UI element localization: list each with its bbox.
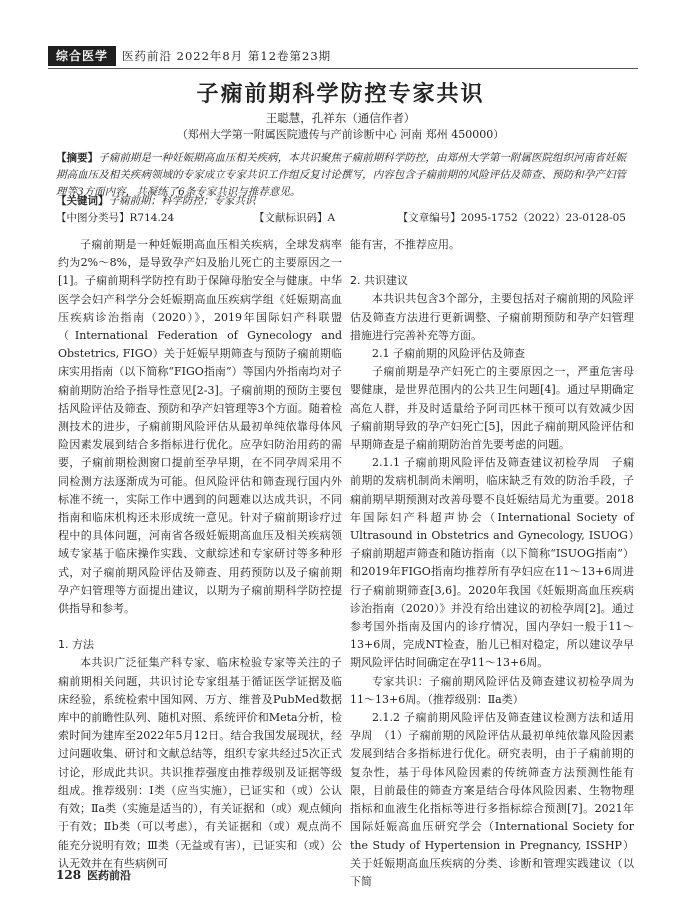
- consensus-paragraph: 本共识共包含3个部分，主要包括对子痫前期的风险评估及筛查方法进行更新调整、子痫前期预防和孕产妇管理措施进行完善补充等方面。: [350, 292, 634, 342]
- left-column: [58, 236, 342, 873]
- keywords-text: 子痫前期；科学防控；专家共识: [108, 195, 256, 207]
- authors: 王聪慧，孔祥东（通信作者）: [265, 111, 416, 125]
- footer-journal: 医药前沿: [87, 869, 132, 882]
- page-number: 128: [56, 868, 82, 882]
- article-number: 【文章编号】2095-1752（2022）23-0128-05: [397, 212, 626, 224]
- methods-paragraph: 本共识广泛征集产科专家、临床检验专家等关注的子痫前期相关问题，共识讨论专家组基于循证医学证据及临床经验，系统检索中国知网、万方、维普及PubMed数据库中的前瞻性队列、随机对照、系统评价和Meta分析，检索时间为建库至2022年5月12日。结合我国发展现状，经过问题收集、研讨和文献总结等，组织专家共经过5次正式讨论，形成此共识。共识推荐强度由推荐级别及证据等级组成。推荐级别：Ⅰ类（应当实施），已证实和（或）公认有效；Ⅱa类（实施是适当的），有关证据和（或）观点倾向于有效；Ⅱb类（可以考虑），有关证据和（或）观点尚不能充分说明有效；Ⅲ类（无益或有害），已证实和（或）公认无效并在有些病例可: [58, 656, 342, 870]
- subsection-paragraph-2: 2.1.1 子痫前期风险评估及筛查建议初检孕周 子痫前期的发病机制尚未阐明，临床缺乏有效的防治手段，子痫前期早期预测对改善母婴不良妊娠结局尤为重要。2018年国际妇产科超声协会（International Society of Ultrasound in Obstetrics and Gynecology, ISUOG）子痫前期超声筛查和随访指南（以下简称“ISUOG指南”）和2019年FIGO指南均推荐所有孕妇应在11～13+6周进行子痫前期筛查[3,6]。2020年我国《妊娠期高血压疾病诊治指南（2020）》并没有给出建议的初检孕周[2]。通过参考国外指南及国内的诊疗情况，国内孕妇一般于11～13+6周，完成NT检查，胎儿已相对稳定，所以建议孕早期风险评估时间确定在孕11～13+6周。: [350, 456, 634, 670]
- clc-number: 【中图分类号】R714.24: [56, 212, 175, 224]
- keywords: [56, 193, 626, 210]
- header-divider: [48, 68, 638, 69]
- page-footer: [56, 867, 131, 883]
- subsection-heading-2-1: 2.1 子痫前期的风险评估及筛查: [372, 347, 525, 361]
- intro-paragraph: 子痫前期是一种妊娠期高血压相关疾病，全球发病率约为2%～8%，是导致孕产妇及胎儿死亡的主要原因之一[1]。子痫前期科学防控有助于保障母胎安全与健康。中华医学会妇产科学分会妊娠期高血压疾病学组《妊娠期高血压疾病诊治指南（2020）》，2019年国际妇产科联盟（International Federation of Gynecology and Obstetrics, FIGO）关于妊娠早期筛查与预防子痫前期临床实用指南（以下简称“FIGO指南”）等国内外指南均对子痫前期防治给予指导性意见[2-3]。子痫前期的预防主要包括风险评估及筛查、预防和孕产妇管理等3个方面。随着检测技术的进步，子痫前期风险评估从最初单纯依靠母体风险因素发展到结合多指标进行优化。应孕妇防治用药的需要，子痫前期检测窗口提前至孕早期，在不同孕周采用不同检测方法逐渐成为可能。但风险评估和筛查现行国内外标准不统一，实际工作中遇到的问题难以达成共识，不同指南和临床机构还未形成统一意见。针对子痫前期诊疗过程中的具体问题，河南省各级妊娠期高血压及相关疾病领域专家基于临床操作实践、文献综述和专家研讨等多种形式，对子痫前期风险评估及筛查、用药预防以及子痫前期孕产妇管理等方面提出建议，以期为子痫前期科学防控提供指导和参考。: [58, 238, 342, 616]
- section-heading-methods: 1. 方法: [58, 638, 94, 652]
- right-column: [350, 236, 634, 891]
- article-title: 子痫前期科学防控专家共识: [196, 82, 485, 107]
- continued-paragraph: 能有害，不推荐应用。: [350, 238, 460, 251]
- journal-info: 医药前沿 2022年8月 第12卷第23期: [122, 49, 332, 63]
- subsection-paragraph-1: 子痫前期是孕产妇死亡的主要原因之一，严重危害母婴健康，是世界范围内的公共卫生问题[4]。通过早期确定高危人群，并及时适量给予阿司匹林干预可以有效减少因子痫前期导致的孕产妇死亡[5]，因此子痫前期风险评估和早期筛查是子痫前期防治首先要考虑的问题。: [350, 365, 634, 452]
- section-tag: 综合医学: [48, 46, 116, 66]
- expert-consensus-1: 专家共识：子痫前期风险评估及筛查建议初检孕周为11～13+6周。（推荐级别：Ⅱa类）: [350, 674, 634, 706]
- section-heading-consensus: 2. 共识建议: [350, 274, 408, 288]
- document-code: 【文献标识码】A: [254, 212, 336, 224]
- affiliation: （郑州大学第一附属医院遗传与产前诊断中心 河南 郑州 450000）: [176, 128, 505, 141]
- abstract-label: 【摘要】: [56, 152, 99, 164]
- keywords-label: 【关键词】: [56, 195, 109, 207]
- classification-row: [56, 210, 626, 227]
- abstract-text: 子痫前期是一种妊娠期高血压相关疾病，本共识聚焦子痫前期科学防控，由郑州大学第一附属医院组织河南省妊娠期高血压及相关疾病领域的专家成立专家共识工作组反复讨论撰写，内容包含子痫前期的风险评估及筛查、预防和孕产妇管理等3方面内容，共凝练了6条专家共识与推荐意见。: [56, 152, 627, 198]
- subsection-paragraph-3: 2.1.2 子痫前期风险评估及筛查建议检测方法和适用孕周 （1）子痫前期的风险评估从最初单纯依靠风险因素发展到结合多指标进行优化。研究表明，由于子痫前期的复杂性，基于母体风险因素的传统筛查方法预测性能有限，目前最佳的筛查方案是结合母体风险因素、生物物理指标和血液生化指标等进行多指标综合预测[7]。2021年国际妊娠高血压研究学会（International Society for the Study of Hypertension in Pregnancy, ISSHP）关于妊娠期高血压疾病的分类、诊断和管理实践建议（以下简: [350, 711, 634, 888]
- journal-header: [48, 46, 638, 68]
